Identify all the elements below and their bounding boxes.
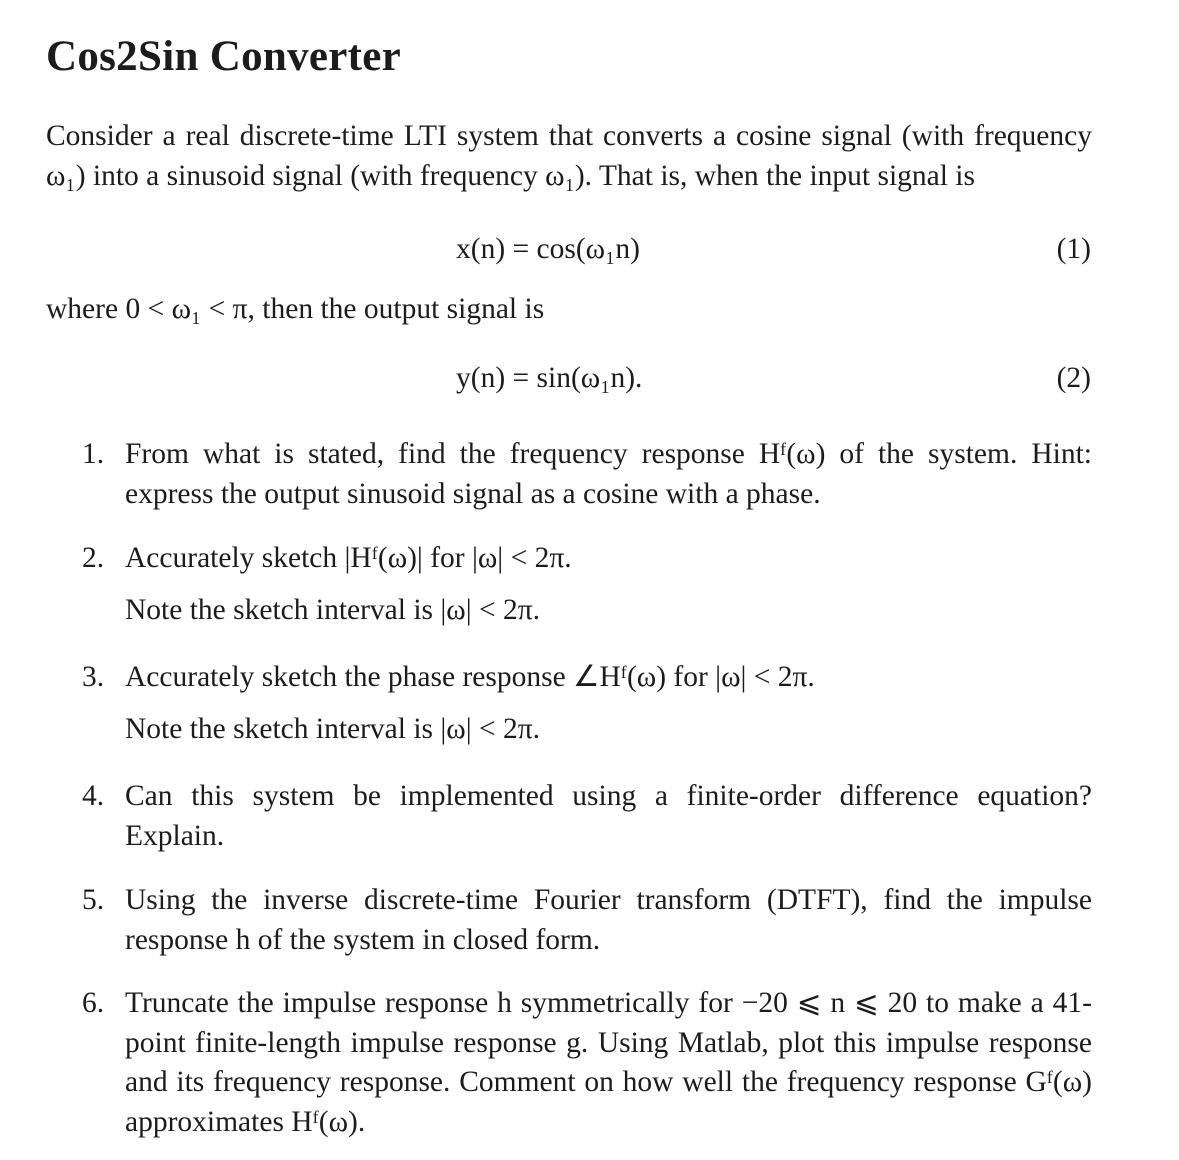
equation-1-number: (1) [1056, 233, 1091, 265]
equation-2 [0, 362, 1179, 402]
item-number: 1. [82, 438, 105, 470]
list-item [82, 984, 1092, 1142]
between-paragraph: where 0 < ω₁ < π, then the output signal is [46, 293, 545, 325]
item-text: Accurately sketch the phase response ∠Hᶠ(ω) for |ω| < 2π. [125, 661, 815, 693]
list-item [82, 658, 1092, 749]
equation-2-number: (2) [1056, 362, 1091, 394]
item-number: 2. [82, 542, 105, 574]
item-text: Using the inverse discrete-time Fourier transform (DTFT), find the impulse response h of the system in closed form. [125, 884, 1092, 956]
list-item [82, 881, 1092, 960]
item-note: Note the sketch interval is |ω| < 2π. [125, 593, 541, 626]
item-number: 5. [82, 884, 105, 916]
item-text: Accurately sketch |Hᶠ(ω)| for |ω| < 2π. [125, 542, 572, 574]
equation-1-body: x(n) = cos(ω₁n) [456, 233, 640, 265]
item-number: 3. [82, 661, 105, 693]
equation-2-body: y(n) = sin(ω₁n). [456, 362, 643, 394]
item-note: Note the sketch interval is |ω| < 2π. [125, 712, 541, 745]
item-number: 6. [82, 987, 105, 1019]
item-text: Truncate the impulse response h symmetrically for −20 ⩽ n ⩽ 20 to make a 41-point finite-length impulse response g. Using Matlab, plot this impulse response and its frequency response. Comment on how well the frequency response Gᶠ(ω) approximates Hᶠ(ω). [125, 987, 1092, 1138]
equation-1 [0, 233, 1179, 273]
intro-paragraph: Consider a real discrete-time LTI system that converts a cosine signal (with frequency ω₁) into a sinusoid signal (with frequency ω₁). That is, when the input signal is [46, 120, 1092, 192]
page-title: Cos2Sin Converter [46, 33, 402, 80]
item-text: From what is stated, find the frequency response Hᶠ(ω) of the system. Hint: express the output sinusoid signal as a cosine with a phase. [125, 438, 1092, 510]
list-item [82, 777, 1092, 856]
list-item [82, 539, 1092, 630]
item-number: 4. [82, 780, 105, 812]
list-item [82, 435, 1092, 514]
item-text: Can this system be implemented using a finite-order difference equation? Explain. [125, 780, 1092, 852]
